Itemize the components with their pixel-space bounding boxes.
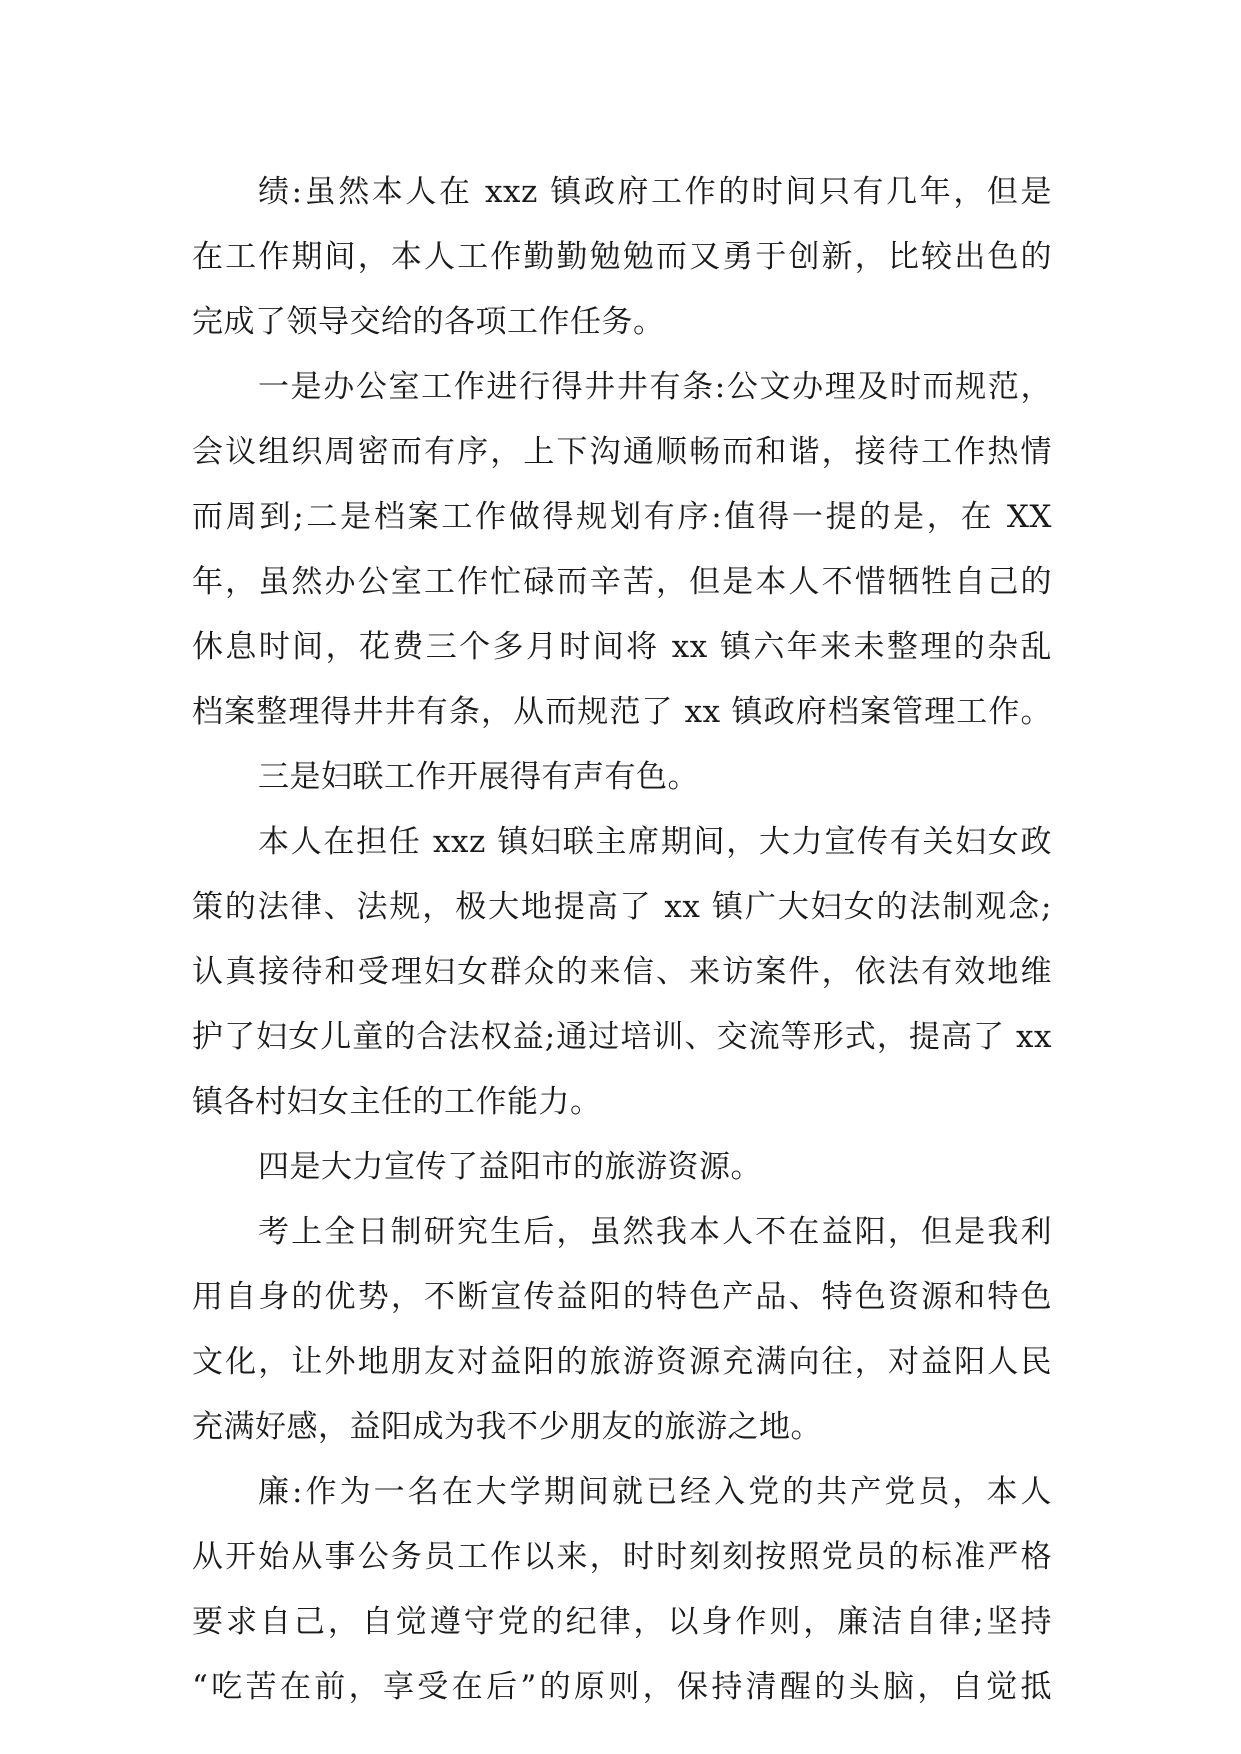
text-line: 镇各村妇女主任的工作能力。 [192,1084,602,1120]
text-line: 休息时间，花费三个多月时间将 xx 镇六年来未整理的杂乱 [192,629,1052,665]
text-line: 廉:作为一名在大学期间就已经入党的共产党员，本人 [258,1474,1052,1510]
text-line: 四是大力宣传了益阳市的旅游资源。 [258,1149,762,1185]
text-line: 认真接待和受理妇女群众的来信、来访案件，依法有效地维 [192,954,1052,990]
text-line: 在工作期间，本人工作勤勤勉勉而又勇于创新，比较出色的 [192,239,1052,275]
text-line: 用自身的优势，不断宣传益阳的特色产品、特色资源和特色 [192,1279,1052,1315]
text-line: 完成了领导交给的各项工作任务。 [192,304,665,340]
document-body [192,160,1052,1720]
text-line: 要求自己，自觉遵守党的纪律，以身作则，廉洁自律;坚持 [192,1604,1052,1640]
text-line: 本人在担任 xxz 镇妇联主席期间，大力宣传有关妇女政 [258,824,1052,860]
text-line: 策的法律、法规，极大地提高了 xx 镇广大妇女的法制观念; [192,889,1052,925]
text-line: 档案整理得井井有条，从而规范了 xx 镇政府档案管理工作。 [192,694,1052,730]
text-line: 绩:虽然本人在 xxz 镇政府工作的时间只有几年，但是 [258,174,1052,210]
text-line: 护了妇女儿童的合法权益;通过培训、交流等形式，提高了 xx [192,1019,1052,1055]
text-line: 文化，让外地朋友对益阳的旅游资源充满向往，对益阳人民 [192,1344,1052,1380]
text-line: 从开始从事公务员工作以来，时时刻刻按照党员的标准严格 [192,1539,1052,1575]
text-line: 一是办公室工作进行得井井有条:公文办理及时而规范， [258,369,1052,405]
text-line: 年，虽然办公室工作忙碌而辛苦，但是本人不惜牺牲自己的 [192,564,1052,600]
text-line: 而周到;二是档案工作做得规划有序:值得一提的是，在 XX [192,499,1052,535]
text-line: “吃苦在前，享受在后”的原则，保持清醒的头脑，自觉抵 [192,1669,1052,1705]
text-line: 三是妇联工作开展得有声有色。 [258,759,699,795]
text-line: 充满好感，益阳成为我不少朋友的旅游之地。 [192,1409,822,1445]
text-line: 会议组织周密而有序，上下沟通顺畅而和谐，接待工作热情 [192,434,1052,470]
text-line: 考上全日制研究生后，虽然我本人不在益阳，但是我利 [258,1214,1052,1250]
